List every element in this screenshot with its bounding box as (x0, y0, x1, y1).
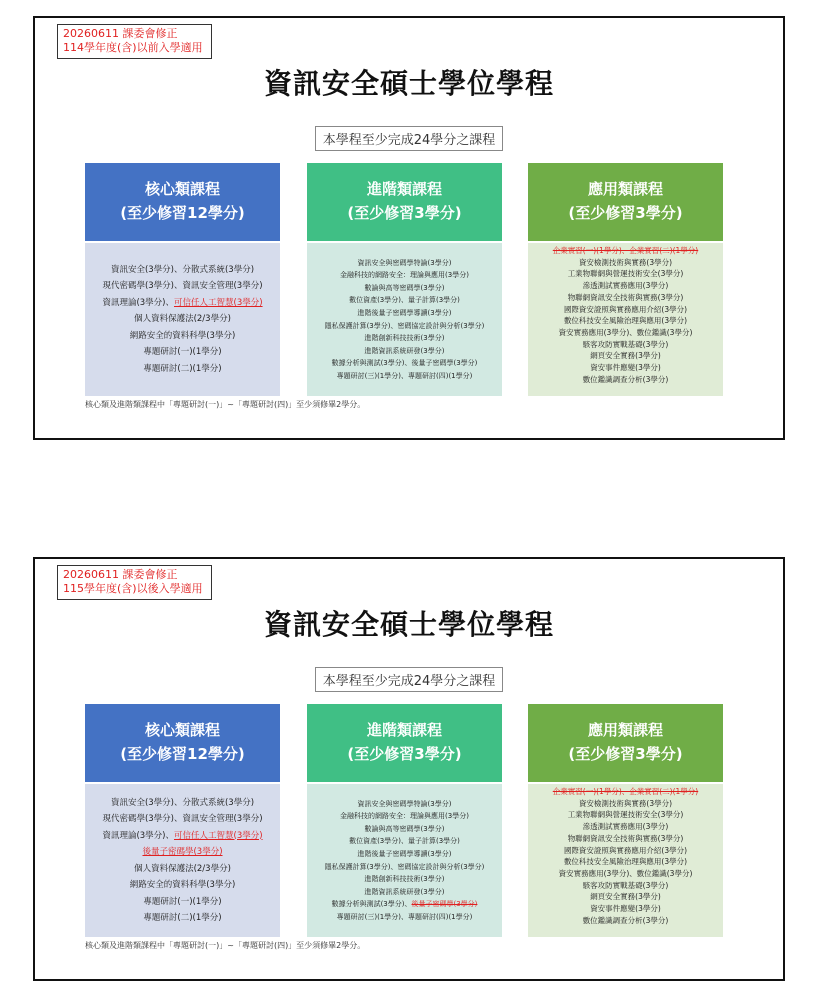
course-name: 資訊安全(3學分)、分散式系統(3學分) (110, 264, 255, 275)
course-name: 金融科技的網路安全：理論與應用(3學分) (340, 271, 469, 280)
course-item (530, 845, 721, 857)
core-course-list (85, 784, 280, 937)
course-name: 資安實務應用(3學分)、數位鑑識(3學分) (558, 868, 693, 878)
course-name: 資訊安全與密碼學特論(3學分) (357, 799, 452, 808)
course-item (87, 844, 278, 861)
revision-date: 20260611 課委會修正 (63, 27, 178, 40)
course-item (530, 315, 721, 327)
course-item (530, 292, 721, 304)
course-item (530, 339, 721, 351)
course-name: 金融科技的網路安全：理論與應用(3學分) (340, 812, 469, 821)
course-name: 專題研討(二)(1學分) (143, 913, 222, 923)
applied-course-title: 應用類課程 (587, 180, 663, 198)
advanced-course-list (307, 784, 502, 937)
course-name: 工業物聯網與營運技術安全(3學分) (567, 810, 684, 820)
course-name: 網頁安全實務(3學分) (590, 892, 661, 902)
course-item (530, 257, 721, 269)
course-item (309, 911, 500, 924)
course-item (87, 877, 278, 894)
course-item (309, 873, 500, 886)
course-item (87, 344, 278, 361)
course-name: 專題研討(一)(1學分) (143, 896, 222, 907)
course-name: 個人資料保護法(2/3學分) (134, 863, 231, 874)
course-name: 現代密碼學(3學分)、資訊安全管理(3學分) (102, 814, 263, 824)
course-name: 數位鑑識調查分析(3學分) (582, 374, 669, 384)
course-item (309, 282, 500, 295)
course-name: 數論與高等密碼學(3學分) (364, 824, 445, 833)
applied-course-list (528, 243, 723, 396)
course-item (87, 795, 278, 812)
course-name: 數論與高等密碼學(3學分) (364, 283, 445, 292)
core-course-title: 核心類課程 (144, 721, 220, 739)
course-name: 資安事件應變(3學分) (590, 904, 661, 914)
course-item (530, 350, 721, 362)
course-item (530, 786, 721, 798)
new-course-name: 後量子密碼學(3學分) (142, 847, 223, 857)
course-item (309, 848, 500, 861)
credit-requirement: 本學程至少完成24學分之課程 (315, 126, 504, 151)
revision-date: 20260611 課委會修正 (63, 568, 178, 581)
course-item (530, 798, 721, 810)
applied-course-column (528, 704, 723, 937)
course-name: 數位科技安全風險治理與應用(3學分) (563, 316, 688, 326)
course-name: 進階創新科技技術(3學分) (364, 334, 445, 343)
course-name: 進階資訊系統研發(3學分) (364, 887, 445, 896)
course-item (530, 903, 721, 915)
removed-course-name: 後量子密碼學(3學分) (411, 900, 478, 909)
course-name: 網頁安全實務(3學分) (590, 351, 661, 361)
course-item (530, 915, 721, 927)
credit-requirement: 本學程至少完成24學分之課程 (315, 667, 504, 692)
course-name: 資訊理論(3學分)、 (102, 297, 174, 308)
applied-course-requirement: (至少修習3學分) (568, 745, 683, 763)
course-item (87, 811, 278, 828)
course-item (309, 269, 500, 282)
advanced-course-requirement: (至少修習3學分) (347, 745, 462, 763)
course-item (87, 328, 278, 345)
applied-course-header (528, 704, 723, 782)
footnote: 核心類及進階類課程中「專題研討(一)」~「專題研討(四)」至少須修畢2學分。 (85, 941, 366, 950)
course-item (309, 357, 500, 370)
advanced-course-column (307, 704, 502, 937)
course-name: 數位科技安全風險治理與應用(3學分) (563, 857, 688, 867)
course-item (309, 294, 500, 307)
course-name: 駭客攻防實戰基礎(3學分) (582, 339, 669, 349)
course-item (530, 362, 721, 374)
course-name: 滲透測試實務應用(3學分) (582, 822, 669, 832)
advanced-course-column (307, 163, 502, 396)
page-title: 資訊安全碩士學位學程 (263, 67, 554, 100)
course-name: 進階後量子密碼學導讀(3學分) (357, 308, 452, 317)
course-name: 工業物聯網與營運技術安全(3學分) (567, 269, 684, 279)
course-name: 網路安全的資料科學(3學分) (129, 330, 236, 341)
course-item (309, 886, 500, 899)
course-name: 滲透測試實務應用(3學分) (582, 281, 669, 291)
course-item (87, 361, 278, 378)
course-item (309, 835, 500, 848)
course-item (530, 304, 721, 316)
core-course-column (85, 163, 280, 396)
course-name: 資訊理論(3學分)、 (102, 830, 174, 841)
curriculum-sheet-114 (33, 16, 785, 440)
course-name: 國際資安證照與實務應用介紹(3學分) (563, 845, 688, 855)
course-name: 物聯網資訊安全技術與實務(3學分) (567, 292, 684, 302)
course-item (530, 268, 721, 280)
applied-course-header (528, 163, 723, 241)
course-item (309, 345, 500, 358)
applied-course-column (528, 163, 723, 396)
course-name: 專題研討(三)(1學分)、專題研討(四)(1學分) (336, 371, 473, 380)
course-item (530, 856, 721, 868)
footnote: 核心類及進階類課程中「專題研討(一)」~「專題研討(四)」至少須修畢2學分。 (85, 400, 366, 409)
core-course-requirement: (至少修習12學分) (120, 745, 245, 763)
course-name: 數位資產(3學分)、量子計算(3學分) (349, 837, 460, 846)
course-name: 進階後量子密碼學導讀(3學分) (357, 849, 452, 858)
course-item (530, 833, 721, 845)
course-item (309, 257, 500, 270)
course-name: 數位資產(3學分)、量子計算(3學分) (349, 296, 460, 305)
new-course-name: 可信任人工智慧(3學分) (174, 297, 263, 308)
course-name: 進階創新科技技術(3學分) (364, 875, 445, 884)
core-course-title: 核心類課程 (144, 180, 220, 198)
course-item (87, 910, 278, 927)
core-course-list (85, 243, 280, 396)
course-item (309, 798, 500, 811)
course-name: 進階資訊系統研發(3學分) (364, 346, 445, 355)
course-name: 隱私保護計算(3學分)、密碼協定設計與分析(3學分) (324, 321, 485, 330)
course-name: 資安事件應變(3學分) (590, 363, 661, 373)
core-course-header (85, 163, 280, 241)
course-item (87, 278, 278, 295)
course-name: 數位鑑識調查分析(3學分) (582, 915, 669, 925)
removed-course-name: 企業實習(一)(1學分)、企業實習(二)(1學分) (552, 246, 699, 255)
revision-note (57, 24, 212, 59)
course-item (309, 898, 500, 911)
applicable-cohort: 115學年度(含)以後入學適用 (63, 582, 203, 595)
course-item (530, 821, 721, 833)
course-item (87, 828, 278, 845)
course-name: 數據分析與測試(3學分)、後量子密碼學(3學分) (331, 359, 478, 368)
course-item (309, 370, 500, 383)
course-name: 網路安全的資料科學(3學分) (129, 880, 236, 890)
course-item (309, 823, 500, 836)
course-name: 國際資安證照與實務應用介紹(3學分) (563, 304, 688, 314)
course-item (530, 868, 721, 880)
course-item (87, 262, 278, 279)
course-item (309, 320, 500, 333)
core-course-column (85, 704, 280, 937)
applied-course-title: 應用類課程 (587, 721, 663, 739)
page-title: 資訊安全碩士學位學程 (263, 608, 554, 641)
course-item (309, 307, 500, 320)
curriculum-sheet-115 (33, 557, 785, 981)
course-name: 資安檢測技術與實務(3學分) (578, 257, 673, 267)
advanced-course-list (307, 243, 502, 396)
course-item (530, 809, 721, 821)
core-course-requirement: (至少修習12學分) (120, 204, 245, 222)
course-name: 專題研討(一)(1學分) (143, 347, 222, 358)
advanced-course-title: 進階類課程 (366, 180, 442, 198)
revision-note (57, 565, 212, 600)
course-name: 資訊安全(3學分)、分散式系統(3學分) (110, 797, 255, 808)
course-name: 數據分析與測試(3學分)、 (331, 900, 412, 909)
course-name: 資訊安全與密碼學特論(3學分) (357, 258, 452, 267)
course-item (87, 295, 278, 312)
course-name: 資安檢測技術與實務(3學分) (578, 798, 673, 808)
applied-course-requirement: (至少修習3學分) (568, 204, 683, 222)
course-item (530, 880, 721, 892)
applicable-cohort: 114學年度(含)以前入學適用 (63, 41, 203, 54)
course-name: 物聯網資訊安全技術與實務(3學分) (567, 833, 684, 843)
course-name: 駭客攻防實戰基礎(3學分) (582, 880, 669, 890)
advanced-course-header (307, 704, 502, 782)
course-item (87, 861, 278, 878)
core-course-header (85, 704, 280, 782)
course-name: 個人資料保護法(2/3學分) (134, 314, 231, 325)
advanced-course-title: 進階類課程 (366, 721, 442, 739)
course-item (530, 327, 721, 339)
course-item (309, 861, 500, 874)
course-item (309, 332, 500, 345)
applied-course-list (528, 784, 723, 937)
removed-course-name: 企業實習(一)(1學分)、企業實習(二)(1學分) (552, 787, 699, 796)
course-item (530, 245, 721, 257)
course-item (309, 810, 500, 823)
advanced-course-requirement: (至少修習3學分) (347, 204, 462, 222)
advanced-course-header (307, 163, 502, 241)
course-name: 隱私保護計算(3學分)、密碼協定設計與分析(3學分) (324, 862, 485, 871)
course-item (87, 311, 278, 328)
course-name: 專題研討(三)(1學分)、專題研討(四)(1學分) (336, 912, 473, 921)
new-course-name: 可信任人工智慧(3學分) (174, 830, 263, 841)
course-item (530, 891, 721, 903)
course-name: 現代密碼學(3學分)、資訊安全管理(3學分) (102, 281, 263, 292)
course-item (530, 280, 721, 292)
course-name: 專題研討(二)(1學分) (143, 363, 222, 374)
course-item (530, 374, 721, 386)
course-name: 資安實務應用(3學分)、數位鑑識(3學分) (558, 327, 693, 337)
course-item (87, 894, 278, 911)
